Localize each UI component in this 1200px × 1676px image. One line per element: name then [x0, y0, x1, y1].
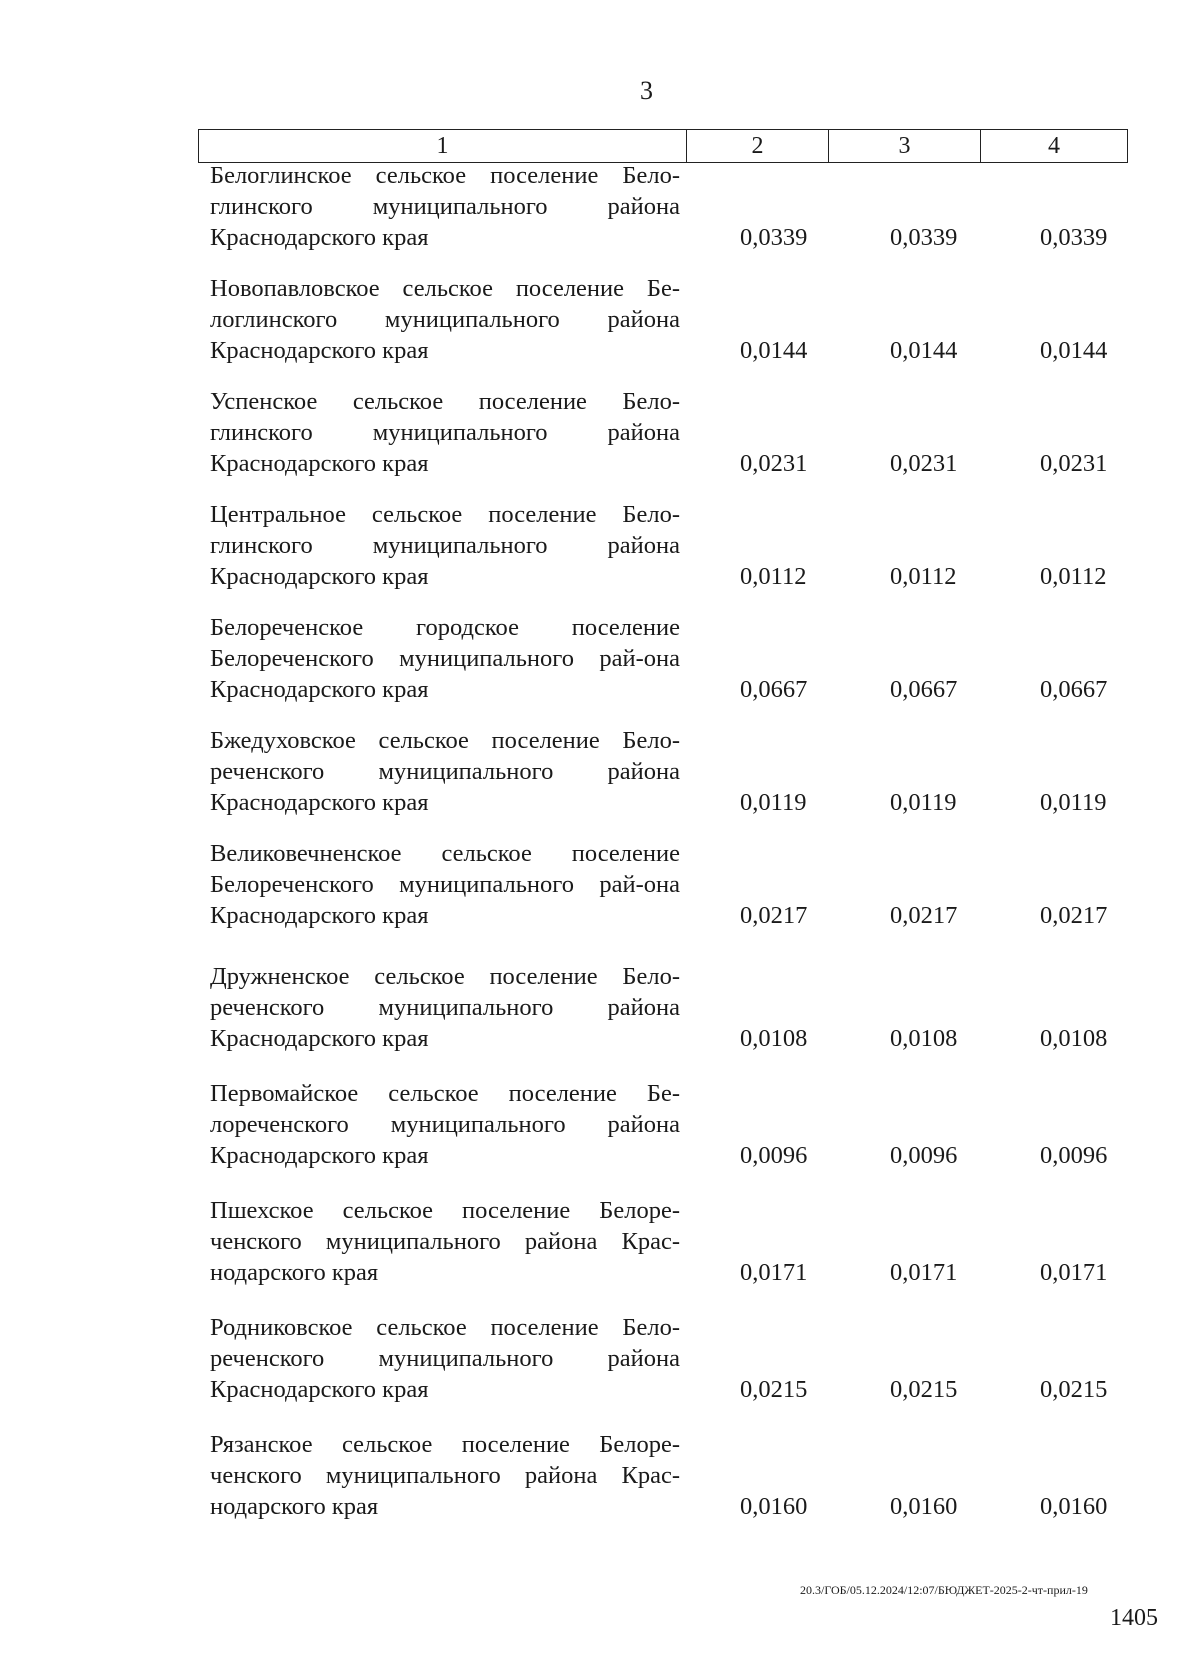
table-row — [210, 386, 1130, 499]
table-row — [210, 1429, 1130, 1542]
header-col-4: 4 — [1048, 133, 1060, 159]
value-col-2: 0,0339 — [740, 224, 808, 251]
table-row — [210, 160, 1130, 273]
value-col-3: 0,0160 — [890, 1493, 958, 1520]
table-row — [210, 961, 1130, 1078]
settlement-name: Первомайское сельское поселение Бе-лореченского муниципального района Краснодарского края — [210, 1080, 680, 1169]
settlement-name: Новопавловское сельское поселение Бе-логлинского муниципального района Краснодарского края — [210, 275, 680, 364]
table-row — [210, 725, 1130, 838]
table-row — [210, 612, 1130, 725]
value-col-4: 0,0231 — [1040, 450, 1108, 477]
settlement-name: Рязанское сельское поселение Белоре-ченского муниципального района Крас-нодарского края — [210, 1431, 680, 1520]
value-col-4: 0,0108 — [1040, 1025, 1108, 1052]
value-col-2: 0,0108 — [740, 1025, 808, 1052]
value-col-2: 0,0171 — [740, 1259, 808, 1286]
value-col-4: 0,0160 — [1040, 1493, 1108, 1520]
value-col-3: 0,0144 — [890, 337, 958, 364]
table-row — [210, 499, 1130, 612]
settlement-name: Дружненское сельское поселение Бело-реченского муниципального района Краснодарского края — [210, 963, 680, 1052]
value-col-4: 0,0215 — [1040, 1376, 1108, 1403]
table-row — [210, 1312, 1130, 1429]
value-col-4: 0,0144 — [1040, 337, 1108, 364]
value-col-4: 0,0119 — [1040, 789, 1107, 816]
header-col-2: 2 — [687, 130, 829, 162]
header-col-3: 3 — [829, 130, 981, 162]
settlement-name: Бжедуховское сельское поселение Бело-реченского муниципального района Краснодарского края — [210, 727, 680, 816]
table-header — [198, 129, 1128, 163]
table-row — [210, 838, 1130, 961]
value-col-4: 0,0217 — [1040, 902, 1108, 929]
value-col-3: 0,0112 — [890, 563, 957, 590]
settlement-name: Белоглинское сельское поселение Бело-глинского муниципального района Краснодарского края — [210, 162, 680, 251]
document-code: 20.3/ГОБ/05.12.2024/12:07/БЮДЖЕТ-2025-2-чт-прил-19 — [800, 1583, 1088, 1597]
value-col-2: 0,0217 — [740, 902, 808, 929]
value-col-2: 0,0144 — [740, 337, 808, 364]
table-body — [210, 160, 1130, 1542]
table-row — [210, 273, 1130, 386]
value-col-4: 0,0096 — [1040, 1142, 1108, 1169]
value-col-4: 0,0171 — [1040, 1259, 1108, 1286]
value-col-3: 0,0667 — [890, 676, 958, 703]
value-col-2: 0,0160 — [740, 1493, 808, 1520]
table-row — [210, 1078, 1130, 1195]
value-col-4: 0,0667 — [1040, 676, 1108, 703]
footer-page-number: 1405 — [1110, 1605, 1158, 1631]
value-col-2: 0,0215 — [740, 1376, 808, 1403]
value-col-3: 0,0217 — [890, 902, 958, 929]
settlement-name: Великовечненское сельское поселение Белореченского муниципального рай-она Краснодарского края — [210, 840, 680, 929]
settlement-name: Пшехское сельское поселение Белоре-ченского муниципального района Крас-нодарского края — [210, 1197, 680, 1286]
value-col-2: 0,0119 — [740, 789, 807, 816]
value-col-4: 0,0339 — [1040, 224, 1108, 251]
settlement-name: Успенское сельское поселение Бело-глинского муниципального района Краснодарского края — [210, 388, 680, 477]
settlement-name: Белореченское городское поселение Белореченского муниципального рай-она Краснодарского края — [210, 614, 680, 703]
value-col-2: 0,0667 — [740, 676, 808, 703]
value-col-3: 0,0108 — [890, 1025, 958, 1052]
header-col-1: 1 — [199, 130, 687, 162]
value-col-3: 0,0339 — [890, 224, 958, 251]
value-col-2: 0,0231 — [740, 450, 808, 477]
value-col-3: 0,0231 — [890, 450, 958, 477]
page-number: 3 — [640, 76, 653, 105]
settlement-name: Родниковское сельское поселение Бело-реченского муниципального района Краснодарского края — [210, 1314, 680, 1403]
settlement-name: Центральное сельское поселение Бело-глинского муниципального района Краснодарского края — [210, 501, 680, 590]
value-col-2: 0,0112 — [740, 563, 807, 590]
value-col-3: 0,0119 — [890, 789, 957, 816]
value-col-2: 0,0096 — [740, 1142, 808, 1169]
value-col-3: 0,0171 — [890, 1259, 958, 1286]
value-col-3: 0,0096 — [890, 1142, 958, 1169]
value-col-3: 0,0215 — [890, 1376, 958, 1403]
table-row — [210, 1195, 1130, 1312]
value-col-4: 0,0112 — [1040, 563, 1107, 590]
